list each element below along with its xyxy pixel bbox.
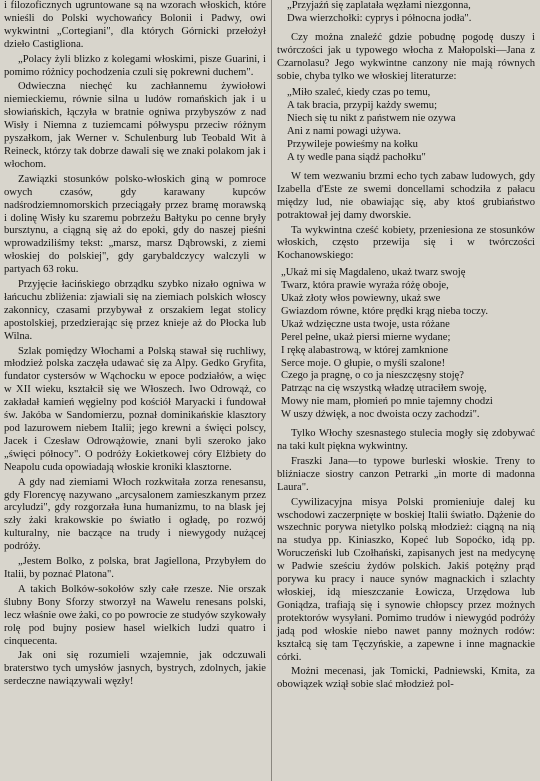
paragraph: Tylko Włochy szesnastego stulecia mogły się zdobywać na taki kult piękna wykwintny. <box>277 428 535 452</box>
paragraph: Zawiązki stosunków polsko-włoskich giną w pomroce owych czasów, gdy karawany kupców nadśrodziemnomorskich przeciągały przez bramę morawską i dolinę Wisły ku szaremu pobrzeżu Bałtyku po cenne bryły bursztynu, a ciągną się aż do epoki, gdy do naszej pieśni wprowadziliśmy tekst: „marsz, marsz Dąbrowski, z ziemi włoskiej do polskiej", gdy garybaldczycy walczyli w partyach 63 roku. <box>4 173 266 276</box>
poem-2 <box>281 267 535 422</box>
verse-line: Serce moje. O głupie, o myśli szalone! <box>281 357 446 369</box>
paragraph: Odwieczna niechęć ku zachłannemu żywiołowi niemieckiemu, równie silna u ludów romańskich jak i u słowiańskich, łączyła w bratnie ogniwa przybyszów z nad Wisły i Niemna z tuziemcami półwyspu przeciw różnym pyszałkom, jak Werner v. Schulenburg lub Teobald Wit à Reineck, którzy tak dobrze dawali się we znaki polakom jak i włochom. <box>4 81 266 170</box>
verse-line: Ani z nami powagi używa. <box>287 126 401 138</box>
verse-line: A tak bracia, przypij każdy swemu; <box>287 100 438 112</box>
paragraph: Szlak pomiędzy Włochami a Polską stawał się ruchliwy, młodzież polska zaczęła udawać się za Alpy. Gedko Gryfita, fundator cystersów w Wąchocku w epoce podziałów, a więc w XII wieku, kształcił się we Włoszech. Iwo Odrowąż, co zakładał kamień węgielny pod kościół Maryacki i fundował św. Jakóba w Sandomierzu, poznał dominikańskie klasztory pod lazurowem niebem Italii; jego krewni a święci polscy, Jacek i Czesław Odrowążowie, znani byli szeroko jako „święci północy". O podróży Łokietkowej córy Elżbiety do Neapolu cuda opowiadają włoskie kroniki klasztorne. <box>4 345 266 473</box>
opening-quote <box>287 0 535 26</box>
verse-line: Patrząc na cię wszystką władzę utraciłem swoję, <box>281 383 487 395</box>
paragraph: Ta wykwintna cześć kobiety, przeniesiona ze stosunków włoskich, często przewija się i w twórczości Kochanowskiego: <box>277 224 535 262</box>
paragraph: A gdy nad ziemiami Włoch rozkwitała zorza renesansu, gdy Florencyę nazywano „arcysalonem zamieszkanym przez arcyludzi", gdy rozgorzała łuna humanizmu, to na blask jej szły żaki krakowskie po światło i ogładę, po rozwój kulturalny, nie baczące na trudy i niewygody nużącej podróży. <box>4 476 266 553</box>
paragraph: i filozoficznych ugruntowane są na wzorach włoskich, które wnieśli do Polski wychowańcy Bolonii i Padwy, owi wykwintni „Cortegiani", dla których Górnicki przełożył dzieło Castigliona. <box>4 0 266 50</box>
paragraph: „Polacy żyli blizko z kolegami włoskimi, pisze Guarini, i pomimo różnicy pochodzenia czuli się pokrewni duchem". <box>4 53 266 78</box>
verse-line: Dwa wierzchołki: cyprys i północna jodła". <box>287 12 472 24</box>
verse-line: Gwiazdom równe, które prędki krąg nieba toczy. <box>281 305 488 317</box>
verse-line: Ukaż wdzięczne usta twoje, usta różane <box>281 318 450 330</box>
paragraph: Przyjęcie łacińskiego obrządku szybko nizało ogniwa w łańcuchu zbliżenia: zjawiali się na ziemiach polskich włoscy zakonnicy, czasami przybywał z orszakiem legat stolicy apostolskiej, przedzierając się przez knieje aż do Płocka lub Wilna. <box>4 279 266 342</box>
verse-line: I rękę alabastrową, w której zamknione <box>281 344 449 356</box>
verse-line: „Przyjaźń się zaplatała węzłami niezgonna, <box>287 0 471 11</box>
verse-line: W uszy dźwięk, a noc dwoista oczy zachodzi". <box>281 409 480 421</box>
poem-1 <box>287 87 535 164</box>
paragraph: Jak oni się rozumieli wzajemnie, jak odczuwali braterstwo tych umysłów jasnych, bystrych, zdolnych, jakie serdeczne nawiązywali węzły! <box>4 650 266 688</box>
left-column <box>4 0 266 781</box>
paragraph: W tem wezwaniu brzmi echo tych zabaw ludowych, gdy Izabella d'Este ze swemi doncellami schodziła z pałacu między lud, nie obawiając się, aby ktoś grubiaństwo potraktował jej damy dworskie. <box>277 170 535 221</box>
verse-line: Mowy nie mam, płomień po mnie tajemny chodzi <box>281 396 493 408</box>
paragraph: Fraszki Jana—to typowe burleski włoskie. Treny to bliźniacze siostry canzon Petrarki „in morte di madonna Laura". <box>277 455 535 493</box>
verse-line: Przywileje powieśmy na kołku <box>287 139 418 151</box>
verse-line: Niech się tu nikt z państwem nie ozywa <box>287 113 456 125</box>
verse-line: A ty wedle pana siądź pachołku" <box>287 151 426 163</box>
paragraph: Czy można znaleźć gdzie pobudnę pogodę duszy i twórczości jak u typowego włocha z Małopolski—Jana z Czarnolasu? Jego wykwintne canzony nie mają równych sobie, chyba tylko we włoskiej literaturze: <box>277 31 535 82</box>
verse-line: Twarz, która prawie wyraża różę oboje, <box>281 280 449 292</box>
paragraph: A takich Bolków-sokołów szły całe rzesze. Nie orszak ślubny Bony Sforzy stworzył na Wawelu renesans polski, lecz właśnie owe żaki, co po powrocie ze studyów szykowały rolę pod bujny posiew hasel wielkich ludzi quatro i cinquecenta. <box>4 583 266 647</box>
right-column <box>277 0 535 781</box>
verse-line: Perel pełne, ukaż piersi mierne wydane; <box>281 331 451 343</box>
column-divider <box>271 0 272 781</box>
verse-line: „Miło szaleć, kiedy czas po temu, <box>287 87 431 99</box>
paragraph: Możni mecenasi, jak Tomicki, Padniewski, Kmita, za obowiązek wziął sobie slać młodzież pol- <box>277 666 535 691</box>
verse-line: Ukaż złoty włos powiewny, ukaż swe <box>281 293 441 305</box>
quote: „Jestem Bolko, z polska, brat Jagiellona, Przybyłem do Italii, by poznać Platona". <box>4 556 266 580</box>
paragraph: Cywilizacyjna misya Polski promieniuje dalej ku wschodowi zaczerpnięte w boskiej Italii światło. Dążenie do wszechnic porywa nietylko polską młodzież: ciągną na nią na studya pp. Kiniaszko, Kopeć lub Sopoćko, idą pp. Woruczeński lub Czołhański, zapisanych jest na medycynę w Padwie sześciu żydów polskich. Jakiś potężny prąd porywa ku pracy i nauce synów magnackich i szlachty włoskiej, idą mieszczanie Łowicza, Urzędowa lub Goniądza, trafiają się i synowie chłopscy przez możnych protektorów wysyłani. Pomimo trudów i niewygód podróży jadą pod włoskie niebo nawet panny możnych rodów: kształcą się tam Tęczyńskie, a zapewne i inne magnackie córki. <box>277 496 535 663</box>
verse-line: „Ukaż mi się Magdaleno, ukaż twarz swoję <box>281 267 466 279</box>
verse-line: Czego ja pragnę, o co ja nieszczęsny stoję? <box>281 370 464 382</box>
